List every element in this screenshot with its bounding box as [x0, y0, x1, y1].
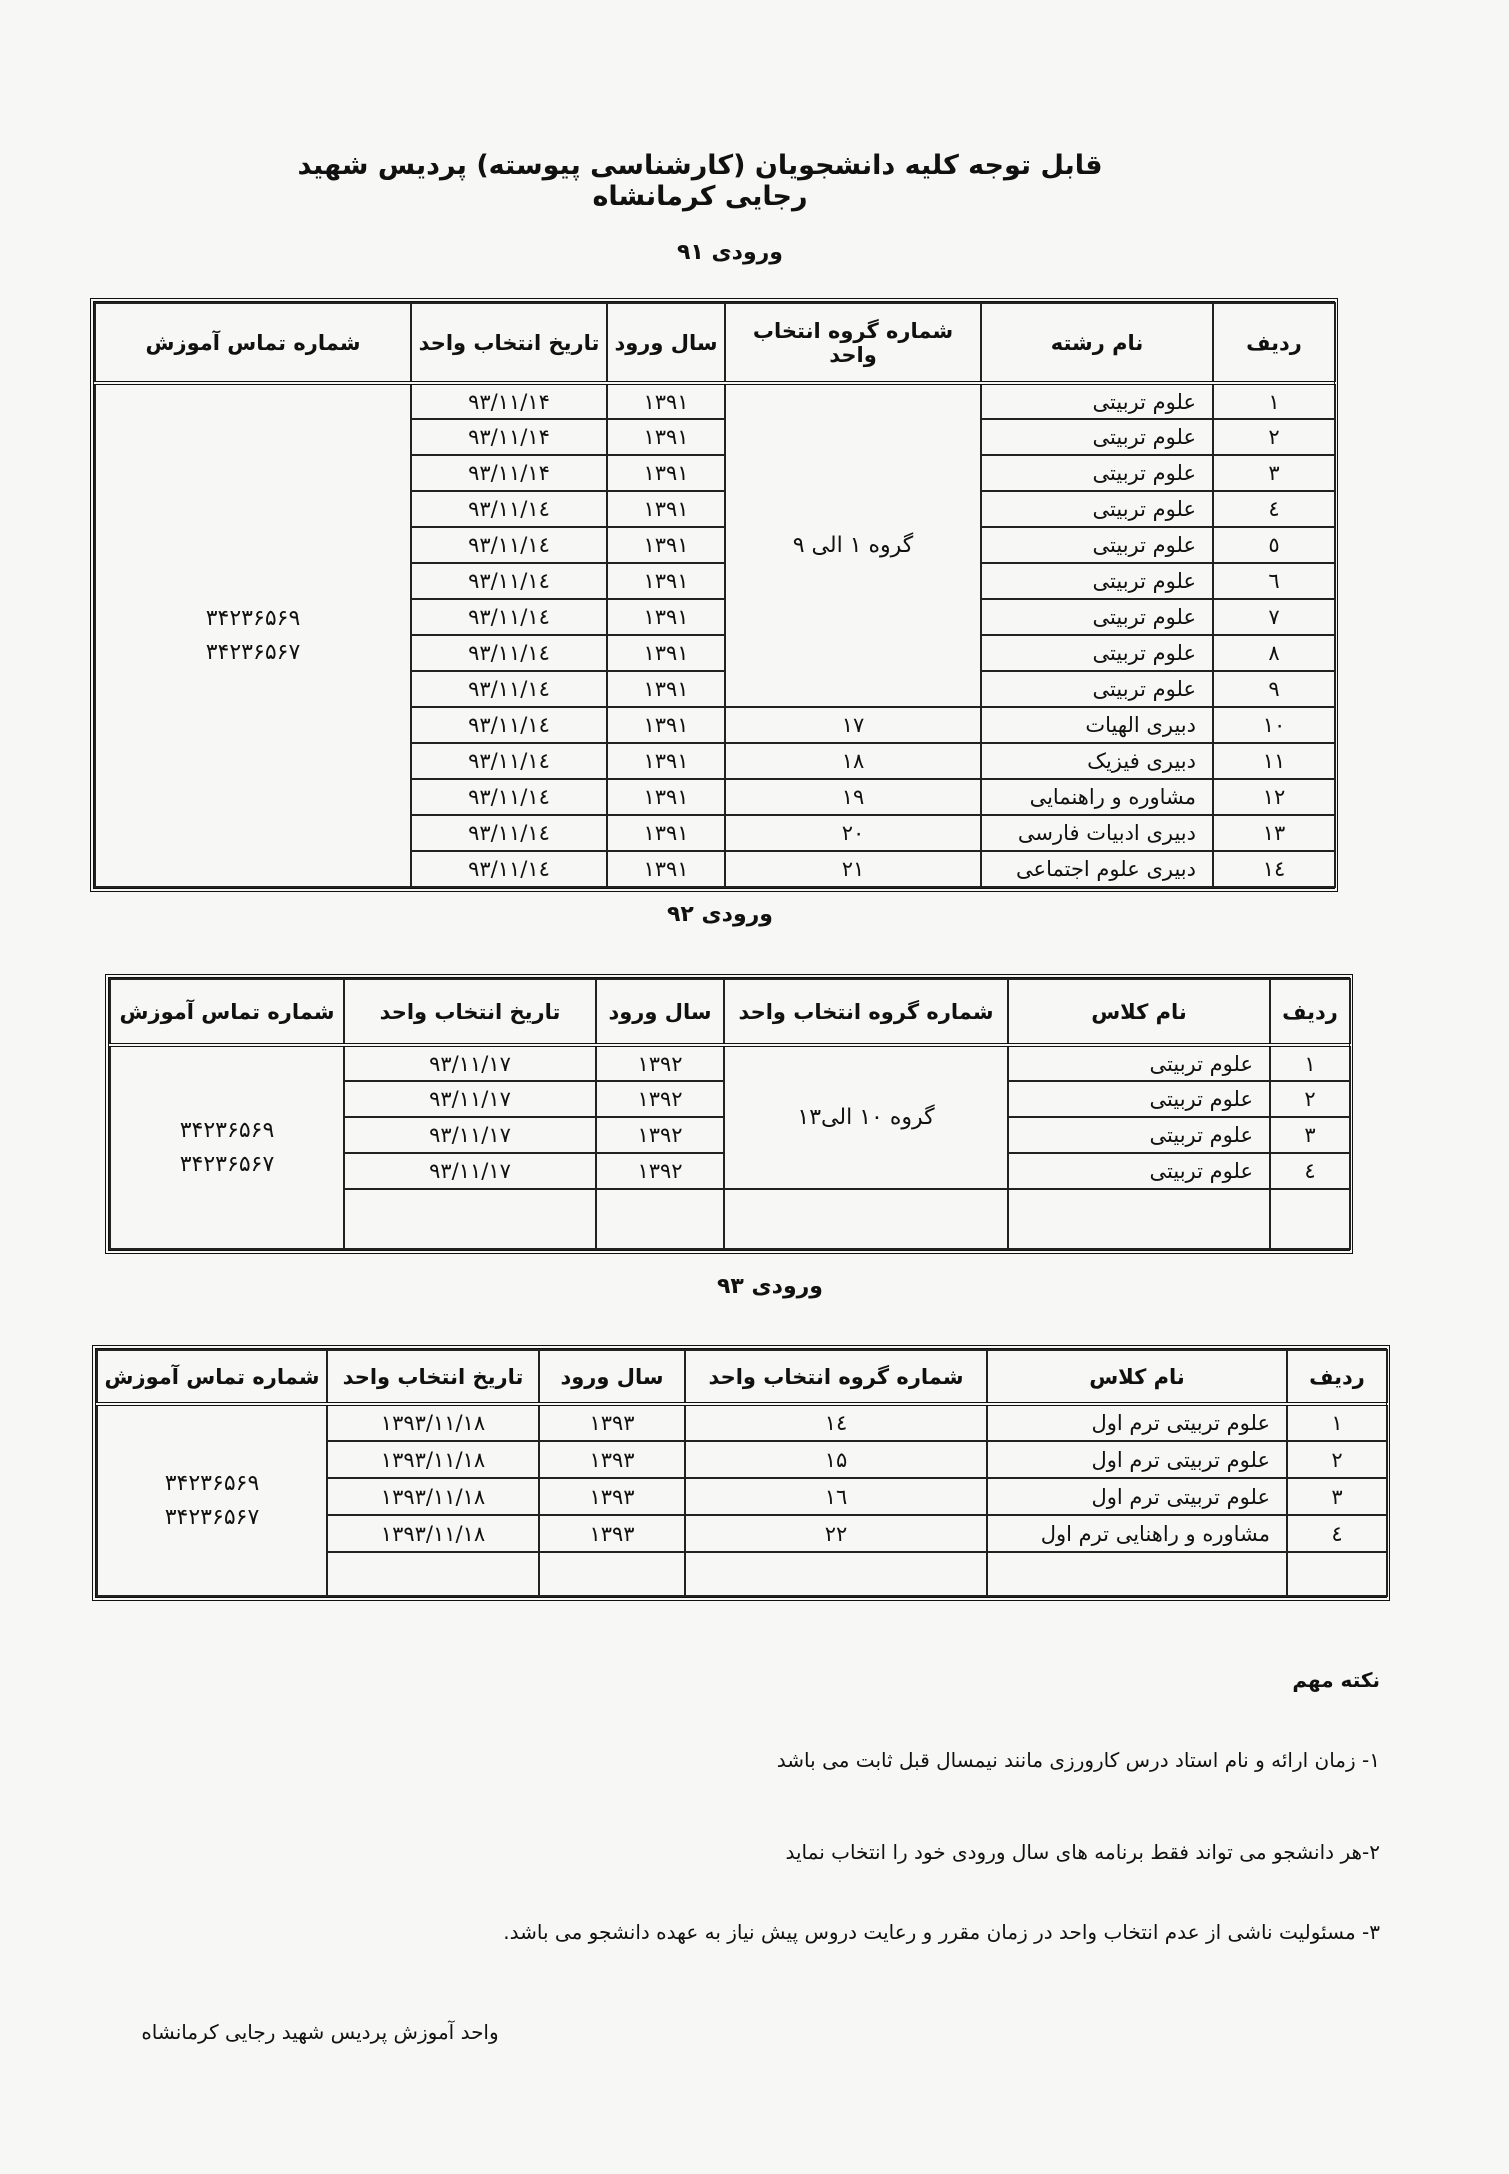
row-name: مشاوره و راهنمایی: [981, 779, 1213, 815]
empty-cell: [724, 1189, 1008, 1249]
group-range: گروه ۱۰ الی۱۳: [724, 1045, 1008, 1189]
column-header: ردیف: [1270, 979, 1350, 1045]
row-year: ۱۳۹۱: [607, 635, 725, 671]
contact-numbers: [95, 383, 411, 887]
group-range: گروه ۱ الی ۹: [725, 383, 981, 707]
section-heading-92: ورودی ۹۲: [667, 902, 773, 927]
row-number: ۱۱: [1213, 743, 1335, 779]
column-header: تاریخ انتخاب واحد: [344, 979, 596, 1045]
row-name: دبیری ادبیات فارسی: [981, 815, 1213, 851]
column-header: شماره گروه انتخاب واحد: [685, 1350, 987, 1404]
row-group: ۱۷: [725, 707, 981, 743]
row-date: ۹۳/۱۱/۱۴: [411, 383, 607, 419]
empty-cell: [539, 1552, 685, 1596]
column-header: تاریخ انتخاب واحد: [327, 1350, 539, 1404]
row-year: ۱۳۹۳: [539, 1441, 685, 1478]
empty-cell: [327, 1552, 539, 1596]
row-number: ۳: [1270, 1117, 1350, 1153]
row-year: ۱۳۹۲: [596, 1117, 724, 1153]
row-year: ۱۳۹۱: [607, 491, 725, 527]
row-number: ۱۲: [1213, 779, 1335, 815]
row-year: ۱۳۹۱: [607, 527, 725, 563]
column-header: سال ورود: [539, 1350, 685, 1404]
column-header: شماره گروه انتخاب واحد: [725, 303, 981, 383]
row-number: ۱٤: [1213, 851, 1335, 887]
section-heading-91: ورودی ۹۱: [677, 240, 783, 265]
contact-number: ۳۴۲۳۶۵۶۷: [164, 1504, 260, 1530]
row-date: ۱۳۹۳/۱۱/۱۸: [327, 1478, 539, 1515]
row-year: ۱۳۹۳: [539, 1478, 685, 1515]
column-header: شماره گروه انتخاب واحد: [724, 979, 1008, 1045]
empty-cell: [685, 1552, 987, 1596]
note-3: ۳- مسئولیت ناشی از عدم انتخاب واحد در زمان مقرر و رعایت دروس پیش نیاز به عهده دانشجو می باشد.: [503, 1920, 1380, 1944]
empty-cell: [1270, 1189, 1350, 1249]
row-name: علوم تربیتی: [981, 383, 1213, 419]
row-year: ۱۳۹۱: [607, 851, 725, 887]
contact-numbers: [110, 1045, 344, 1249]
table-row: [97, 1404, 1387, 1441]
row-name: مشاوره و راهنایی ترم اول: [987, 1515, 1287, 1552]
row-year: ۱۳۹۱: [607, 671, 725, 707]
row-date: ۹۳/۱۱/۱۴: [411, 419, 607, 455]
row-name: علوم تربیتی: [1008, 1081, 1270, 1117]
row-number: ۱: [1287, 1404, 1387, 1441]
row-group: ۱٦: [685, 1478, 987, 1515]
row-year: ۱۳۹۲: [596, 1081, 724, 1117]
row-date: ۱۳۹۳/۱۱/۱۸: [327, 1515, 539, 1552]
empty-cell: [344, 1189, 596, 1249]
row-date: ۱۳۹۳/۱۱/۱۸: [327, 1404, 539, 1441]
row-date: ۹۳/۱۱/۱۷: [344, 1153, 596, 1189]
row-group: ۱۹: [725, 779, 981, 815]
column-header: ردیف: [1213, 303, 1335, 383]
row-date: ۹۳/۱۱/۱٤: [411, 599, 607, 635]
row-date: ۹۳/۱۱/۱٤: [411, 815, 607, 851]
row-year: ۱۳۹۲: [596, 1153, 724, 1189]
row-date: ۱۳۹۳/۱۱/۱۸: [327, 1441, 539, 1478]
row-date: ۹۳/۱۱/۱٤: [411, 491, 607, 527]
note-1: ۱- زمان ارائه و نام استاد درس کارورزی مانند نیمسال قبل ثابت می باشد: [776, 1748, 1380, 1772]
column-header: تاریخ انتخاب واحد: [411, 303, 607, 383]
row-name: علوم تربیتی ترم اول: [987, 1441, 1287, 1478]
column-header: نام کلاس: [1008, 979, 1270, 1045]
row-group: ۱۸: [725, 743, 981, 779]
row-name: دبیری علوم اجتماعی: [981, 851, 1213, 887]
row-number: ٥: [1213, 527, 1335, 563]
row-name: علوم تربیتی ترم اول: [987, 1404, 1287, 1441]
column-header: نام رشته: [981, 303, 1213, 383]
column-header: نام کلاس: [987, 1350, 1287, 1404]
row-name: علوم تربیتی: [1008, 1117, 1270, 1153]
contact-number: ۳۴۲۳۶۵۶۹: [164, 1470, 260, 1496]
row-year: ۱۳۹۱: [607, 743, 725, 779]
note-2: ۲-هر دانشجو می تواند فقط برنامه های سال ورودی خود را انتخاب نماید: [785, 1840, 1380, 1864]
empty-cell: [1008, 1189, 1270, 1249]
row-number: ۱: [1270, 1045, 1350, 1081]
row-date: ۹۳/۱۱/۱۷: [344, 1081, 596, 1117]
contact-numbers: [97, 1404, 327, 1596]
column-header: سال ورود: [607, 303, 725, 383]
row-name: علوم تربیتی ترم اول: [987, 1478, 1287, 1515]
row-name: علوم تربیتی: [981, 419, 1213, 455]
row-number: ۳: [1287, 1478, 1387, 1515]
row-number: ۲: [1213, 419, 1335, 455]
row-date: ۹۳/۱۱/۱٤: [411, 779, 607, 815]
row-year: ۱۳۹۱: [607, 779, 725, 815]
row-date: ۹۳/۱۱/۱٤: [411, 851, 607, 887]
row-group: ۱۵: [685, 1441, 987, 1478]
row-number: ٤: [1287, 1515, 1387, 1552]
row-year: ۱۳۹۱: [607, 383, 725, 419]
row-number: ۱: [1213, 383, 1335, 419]
empty-cell: [1287, 1552, 1387, 1596]
row-number: ۲: [1287, 1441, 1387, 1478]
row-number: ۷: [1213, 599, 1335, 635]
column-header: شماره تماس آموزش: [110, 979, 344, 1045]
row-name: علوم تربیتی: [981, 599, 1213, 635]
table-row: [110, 1045, 1350, 1081]
row-year: ۱۳۹۱: [607, 707, 725, 743]
row-year: ۱۳۹۱: [607, 455, 725, 491]
notes-title: نکته مهم: [1292, 1668, 1380, 1692]
row-name: علوم تربیتی: [981, 671, 1213, 707]
row-date: ۹۳/۱۱/۱٤: [411, 563, 607, 599]
empty-cell: [596, 1189, 724, 1249]
empty-cell: [987, 1552, 1287, 1596]
row-group: ۲۰: [725, 815, 981, 851]
row-name: علوم تربیتی: [981, 563, 1213, 599]
contact-number: ۳۴۲۳۶۵۶۹: [179, 1117, 275, 1143]
row-number: ۳: [1213, 455, 1335, 491]
page-title: قابل توجه کلیه دانشجویان (کارشناسی پیوسته) پردیس شهید رجایی کرمانشاه: [297, 150, 1103, 212]
table-entry-92: [105, 974, 1353, 1254]
row-date: ۹۳/۱۱/۱٤: [411, 743, 607, 779]
row-name: علوم تربیتی: [981, 635, 1213, 671]
row-name: علوم تربیتی: [1008, 1045, 1270, 1081]
footer-signature: واحد آموزش پردیس شهید رجایی کرمانشاه: [141, 2020, 499, 2044]
row-date: ۹۳/۱۱/۱۷: [344, 1045, 596, 1081]
row-year: ۱۳۹۳: [539, 1515, 685, 1552]
row-number: ٦: [1213, 563, 1335, 599]
row-date: ۹۳/۱۱/۱۷: [344, 1117, 596, 1153]
row-number: ۱۳: [1213, 815, 1335, 851]
contact-number: ۳۴۲۳۶۵۶۷: [205, 639, 301, 665]
row-number: ۱۰: [1213, 707, 1335, 743]
row-year: ۱۳۹۲: [596, 1045, 724, 1081]
row-year: ۱۳۹۱: [607, 815, 725, 851]
row-date: ۹۳/۱۱/۱٤: [411, 671, 607, 707]
row-group: ۲۱: [725, 851, 981, 887]
row-number: ٤: [1270, 1153, 1350, 1189]
row-number: ۸: [1213, 635, 1335, 671]
contact-number: ۳۴۲۳۶۵۶۷: [179, 1151, 275, 1177]
row-group: ۱٤: [685, 1404, 987, 1441]
row-name: علوم تربیتی: [1008, 1153, 1270, 1189]
section-heading-93: ورودی ۹۳: [717, 1274, 823, 1299]
column-header: شماره تماس آموزش: [95, 303, 411, 383]
row-group: ۲۲: [685, 1515, 987, 1552]
row-date: ۹۳/۱۱/۱٤: [411, 635, 607, 671]
row-name: دبیری فیزیک: [981, 743, 1213, 779]
contact-number: ۳۴۲۳۶۵۶۹: [205, 605, 301, 631]
row-number: ۹: [1213, 671, 1335, 707]
row-name: دبیری الهیات: [981, 707, 1213, 743]
row-number: ۲: [1270, 1081, 1350, 1117]
row-name: علوم تربیتی: [981, 455, 1213, 491]
table-entry-93: [92, 1345, 1390, 1601]
row-year: ۱۳۹۱: [607, 599, 725, 635]
row-year: ۱۳۹۱: [607, 419, 725, 455]
column-header: ردیف: [1287, 1350, 1387, 1404]
table-entry-91: [90, 298, 1338, 892]
row-name: علوم تربیتی: [981, 527, 1213, 563]
table-row: [95, 383, 1335, 419]
row-name: علوم تربیتی: [981, 491, 1213, 527]
row-year: ۱۳۹۱: [607, 563, 725, 599]
row-date: ۹۳/۱۱/۱۴: [411, 455, 607, 491]
row-year: ۱۳۹۳: [539, 1404, 685, 1441]
column-header: سال ورود: [596, 979, 724, 1045]
row-number: ٤: [1213, 491, 1335, 527]
row-date: ۹۳/۱۱/۱٤: [411, 707, 607, 743]
row-date: ۹۳/۱۱/۱٤: [411, 527, 607, 563]
column-header: شماره تماس آموزش: [97, 1350, 327, 1404]
